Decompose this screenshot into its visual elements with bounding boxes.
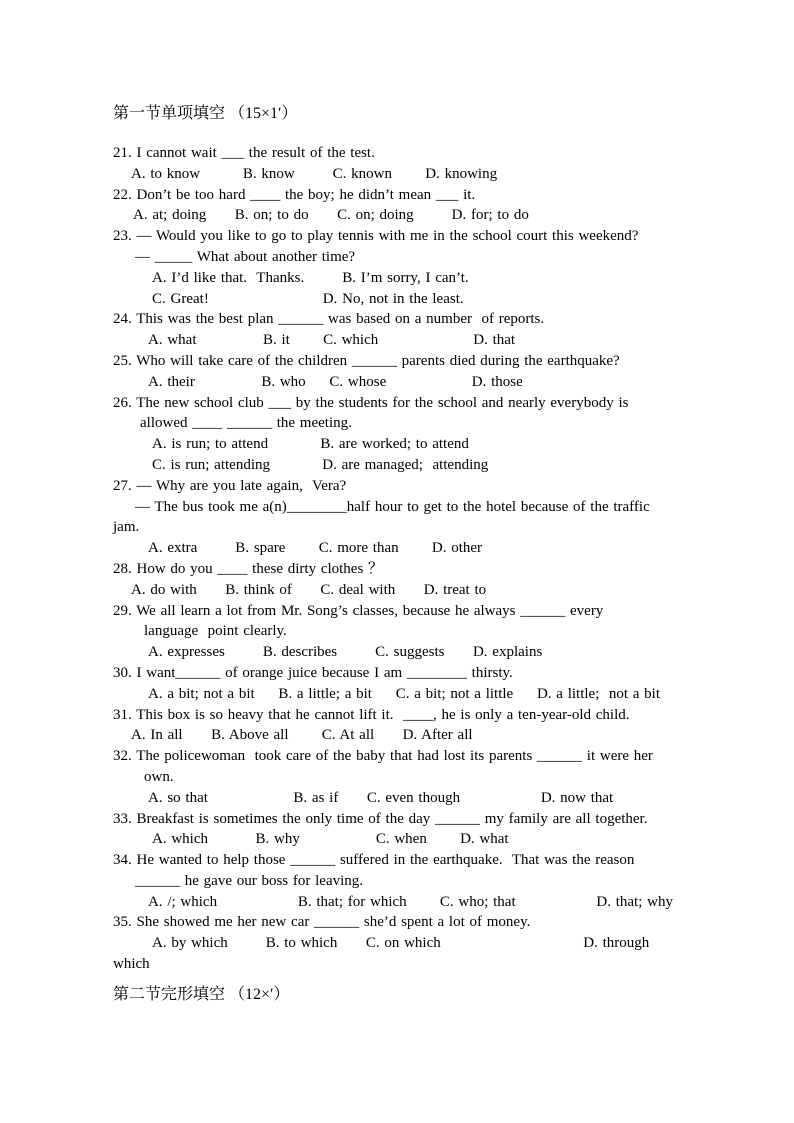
- text-line: 24. This was the best plan ______ was based on a number of reports.: [113, 311, 545, 328]
- text-line: A. at; doing B. on; to do C. on; doing D. for; to do: [133, 207, 529, 224]
- text-line: A. to know B. know C. known D. knowing: [131, 165, 498, 182]
- text-line: A. which B. why C. when D. what: [152, 831, 509, 848]
- document-content: [113, 103, 688, 1005]
- text-line: A. extra B. spare C. more than D. other: [148, 540, 483, 557]
- text-line: 35. She showed me her new car ______ she’d spent a lot of money.: [113, 914, 531, 931]
- section1-heading: 第一节单项填空 （15×1′）: [113, 105, 298, 122]
- text-line: 33. Breakfast is sometimes the only time of the day ______ my family are all together.: [113, 810, 648, 827]
- text-line: A. do with B. think of C. deal with D. treat to: [131, 581, 487, 598]
- text-line: — The bus took me a(n)________half hour to get to the hotel because of the traffic: [135, 498, 650, 515]
- text-line: A. is run; to attend B. are worked; to attend: [152, 436, 469, 453]
- text-line: 32. The policewoman took care of the baby that had lost its parents ______ it were her: [113, 748, 653, 765]
- section2-heading: 第二节完形填空 （12×′）: [113, 985, 290, 1003]
- text-line: 27. — Why are you late again, Vera?: [113, 477, 347, 494]
- text-line: allowed ____ ______ the meeting.: [140, 415, 352, 432]
- text-line: A. a bit; not a bit B. a little; a bit C. a bit; not a little D. a little; not a bit: [148, 685, 661, 702]
- text-line: 31. This box is so heavy that he cannot lift it. ____, he is only a ten-year-old child.: [113, 706, 630, 723]
- text-line: 29. We all learn a lot from Mr. Song’s classes, because he always ______ every: [113, 602, 604, 619]
- text-line: A. expresses B. describes C. suggests D. explains: [148, 644, 543, 661]
- text-line: A. their B. who C. whose D. those: [148, 373, 523, 390]
- text-line: C. Great! D. No, not in the least.: [152, 290, 464, 307]
- text-line: jam.: [113, 519, 140, 536]
- text-line: 30. I want______ of orange juice because I am ________ thirsty.: [113, 664, 513, 681]
- text-line: 34. He wanted to help those ______ suffered in the earthquake. That was the reason: [113, 852, 635, 869]
- text-line: 28. How do you ____ these dirty clothes ？: [113, 560, 384, 577]
- text-line: 23. — Would you like to go to play tennis with me in the school court this weekend?: [113, 228, 639, 245]
- text-line: 26. The new school club ___ by the students for the school and nearly everybody is: [113, 394, 629, 411]
- text-line: A. so that B. as if C. even though D. now that: [148, 789, 614, 806]
- text-line: A. by which B. to which C. on which D. through: [152, 935, 650, 952]
- text-line: which: [113, 956, 150, 973]
- text-line: ______ he gave our boss for leaving.: [135, 872, 364, 889]
- text-line: 25. Who will take care of the children ______ parents died during the earthquake?: [113, 352, 620, 369]
- text-line: 21. I cannot wait ___ the result of the test.: [113, 145, 375, 161]
- text-line: 22. Don’t be too hard ____ the boy; he didn’t mean ___ it.: [113, 186, 476, 203]
- text-line: A. what B. it C. which D. that: [148, 332, 516, 349]
- text-line: A. /; which B. that; for which C. who; that D. that; why: [148, 893, 673, 910]
- text-line: — _____ What about another time?: [135, 248, 356, 265]
- text-line: A. I’d like that. Thanks. B. I’m sorry, I can’t.: [152, 269, 469, 286]
- text-line: language point clearly.: [144, 623, 287, 640]
- questions-block: [113, 143, 688, 975]
- text-line: A. In all B. Above all C. At all D. After all: [131, 727, 473, 744]
- text-line: C. is run; attending D. are managed; attending: [152, 456, 489, 473]
- text-line: own.: [144, 768, 174, 785]
